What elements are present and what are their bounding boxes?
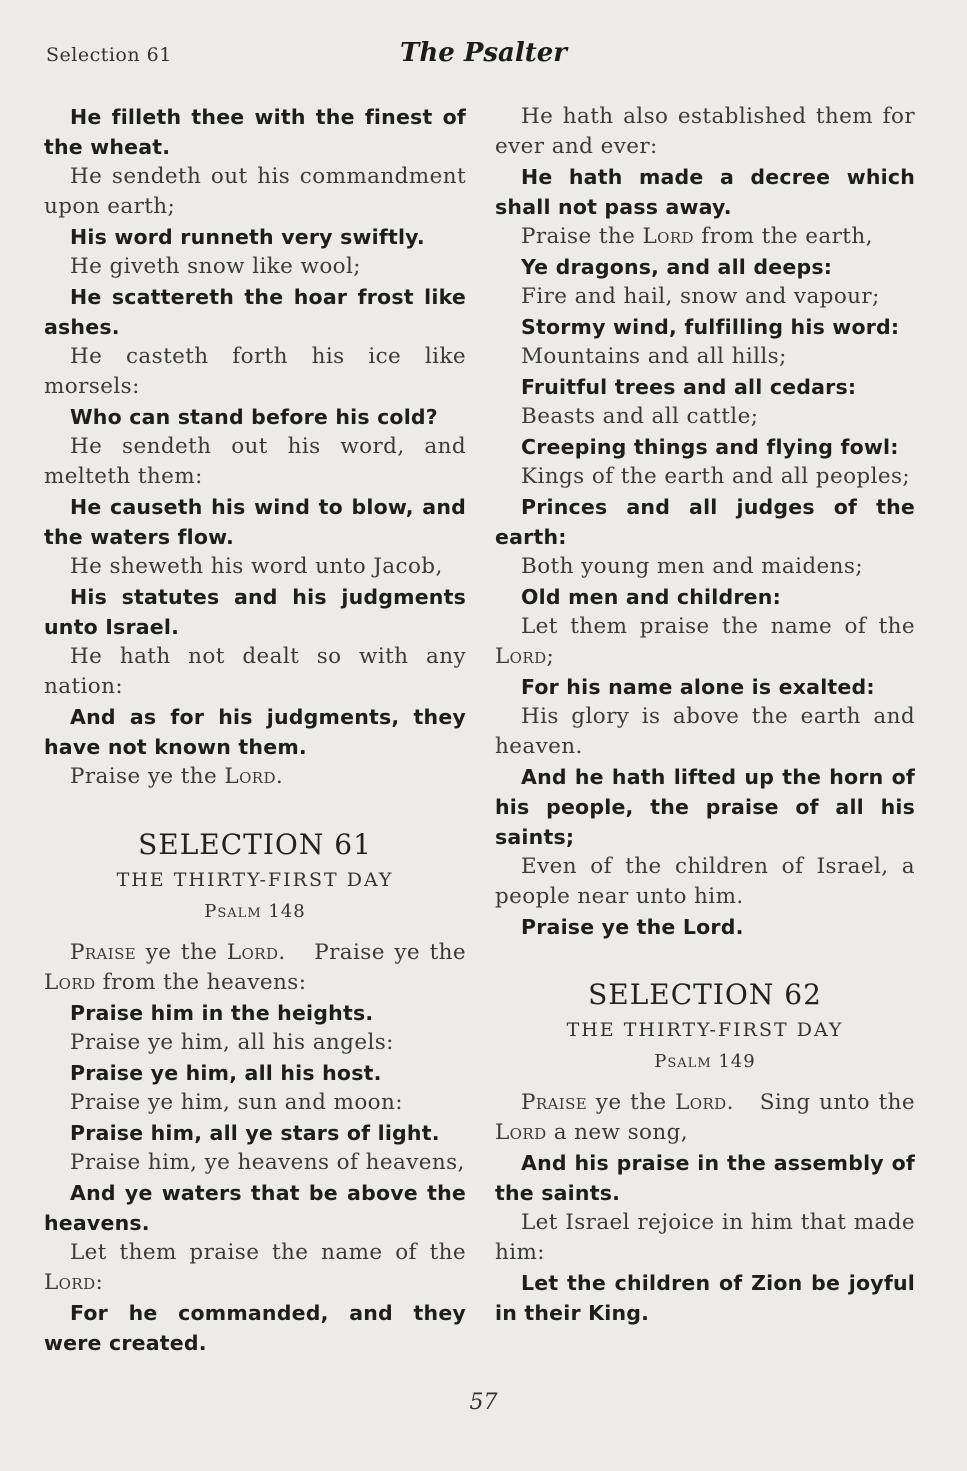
verse-line: Fruitful trees and all cedars: — [521, 375, 857, 399]
verse-line: Who can stand before his cold? — [70, 405, 438, 429]
verse-line: Let the children of Zion be joyful in their King. — [495, 1271, 915, 1325]
verse-line: Stormy wind, fulfilling his word: — [521, 315, 900, 339]
verse-line: He casteth forth his ice like morsels: — [44, 344, 466, 399]
verse-line: Praise him in the heights. — [70, 1001, 374, 1025]
verse-line: He sheweth his word unto Jacob, — [70, 554, 443, 579]
right-verses-c — [495, 672, 915, 942]
verse-line: Mountains and all hills; — [521, 344, 787, 369]
verse-line: Praise ye him, sun and moon: — [70, 1090, 403, 1115]
right-verses-b — [495, 252, 915, 612]
verse-line: He sendeth out his word, and melteth them: — [44, 434, 466, 489]
book-title: The Psalter — [399, 38, 567, 68]
verse-line: Ye dragons, and all deeps: — [521, 255, 833, 279]
verse-line: Praise him, ye heavens of heavens, — [70, 1150, 465, 1175]
verse-line: Let Israel rejoice in him that made him: — [495, 1210, 915, 1265]
verse-line: His word runneth very swiftly. — [70, 225, 425, 249]
left-final-verse: For he commanded, and they were created. — [44, 1301, 466, 1355]
verse-line: Fire and hail, snow and vapour; — [521, 284, 880, 309]
verse-line: Even of the children of Israel, a people near unto him. — [495, 854, 915, 909]
selection-61-day: THE THIRTY-FIRST DAY — [116, 869, 394, 891]
right-column — [495, 102, 915, 1328]
verse-line: His glory is above the earth and heaven. — [495, 704, 915, 759]
verse-line: Praise him, all ye stars of light. — [70, 1121, 440, 1145]
left-verses-bottom — [44, 998, 466, 1238]
verse-line: He sendeth out his commandment upon earth; — [44, 164, 466, 219]
praise-from-earth: Praise the Lord from the earth, — [521, 224, 873, 249]
selection-61-heading: SELECTION 61 — [138, 828, 372, 861]
verse-line: Praise ye the Lord. — [521, 915, 744, 939]
verse-line: He hath made a decree which shall not pass away. — [495, 165, 915, 219]
left-verses-top — [44, 102, 466, 762]
verse-line: Old men and children: — [521, 585, 781, 609]
verse-line: He hath also established them for ever and ever: — [495, 104, 915, 159]
closing-praise: Praise ye the Lord. — [70, 764, 284, 789]
selection-62-heading: SELECTION 62 — [588, 978, 822, 1011]
left-let-them-verse: Let them praise the name of the Lord: — [44, 1240, 466, 1295]
verse-line: Praise ye him, all his host. — [70, 1061, 382, 1085]
verse-line: Kings of the earth and all peoples; — [521, 464, 911, 489]
verse-line: For his name alone is exalted: — [521, 675, 875, 699]
verse-line: Both young men and maidens; — [521, 554, 863, 579]
verse-line: And as for his judgments, they have not known them. — [44, 705, 466, 759]
verse-line: And his praise in the assembly of the saints. — [495, 1151, 915, 1205]
right-verses-d — [495, 1148, 915, 1328]
verse-line: Creeping things and flying fowl: — [521, 435, 899, 459]
verse-line: He causeth his wind to blow, and the waters flow. — [44, 495, 466, 549]
running-head: Selection 61 — [46, 44, 172, 66]
verse-line: He scattereth the hoar frost like ashes. — [44, 285, 466, 339]
verse-line: His statutes and his judgments unto Israel. — [44, 585, 466, 639]
left-column — [44, 102, 466, 1358]
verse-line: Princes and all judges of the earth: — [495, 495, 915, 549]
verse-line: He giveth snow like wool; — [70, 254, 361, 279]
right-let-them-verse: Let them praise the name of the Lord; — [495, 614, 915, 669]
selection-62-day: THE THIRTY-FIRST DAY — [566, 1019, 844, 1041]
verse-line: And he hath lifted up the horn of his people, the praise of all his saints; — [495, 765, 915, 849]
verse-line: Beasts and all cattle; — [521, 404, 759, 429]
verse-line: And ye waters that be above the heavens. — [44, 1181, 466, 1235]
verse-line: He hath not dealt so with any nation: — [44, 644, 466, 699]
verse-line: He filleth thee with the finest of the wheat. — [44, 105, 466, 159]
page-number: 57 — [469, 1390, 498, 1415]
selection-61-psalm: Psalm 148 — [204, 901, 306, 922]
selection-62-psalm: Psalm 149 — [654, 1051, 756, 1072]
verse-line: Praise ye him, all his angels: — [70, 1030, 394, 1055]
selection-61-opening: Praise ye the Lord. Praise ye the Lord from the heavens: — [44, 940, 466, 995]
right-verses-a — [495, 102, 915, 222]
selection-62-opening: Praise ye the Lord. Sing unto the Lord a new song, — [495, 1090, 916, 1145]
